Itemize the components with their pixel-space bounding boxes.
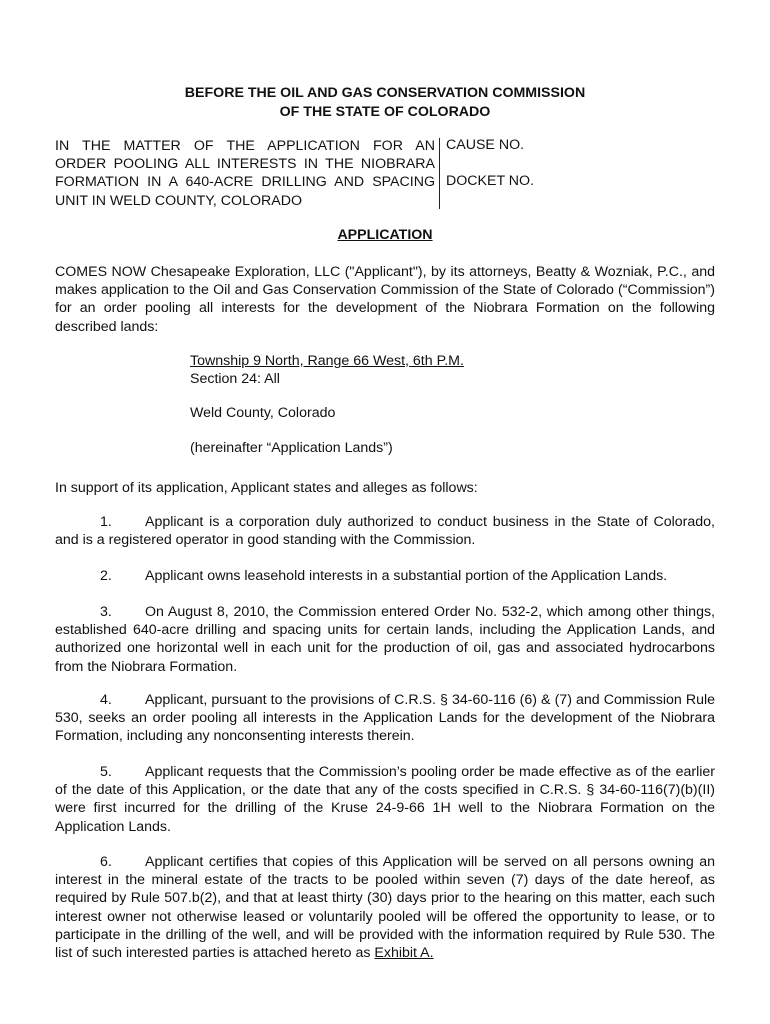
paragraph-text: Applicant certifies that copies of this Application will be served on all persons owning an interest in the mineral estate of the tracts to be pooled within seven (7) days of the date hereof, as required by Rule 507.b(2), and that at least thirty (30) days prior to the hearing on this matter, each such interest owner not otherwise leased or voluntarily pooled will be offered the opportunity to lease, or to participate in the drilling of the well, and will be provided with the information required by Rule 530. The list of such interested parties is attached hereto as	[55, 854, 715, 962]
document-title	[0, 227, 770, 243]
matter-line: UNIT IN WELD COUNTY, COLORADO	[55, 192, 302, 209]
docket-number-label: DOCKET NO.	[446, 173, 535, 189]
exhibit-a-reference: Exhibit A.	[374, 945, 434, 962]
matter-line: FORMATION IN A 640-ACRE DRILLING AND SPACING	[55, 174, 435, 191]
caption-divider	[439, 138, 440, 209]
county-line: Weld County, Colorado	[190, 405, 336, 421]
numbered-paragraph-4	[55, 691, 715, 746]
support-statement: In support of its application, Applicant states and alleges as follows:	[55, 480, 478, 496]
hereinafter-line: (hereinafter “Application Lands”)	[190, 440, 393, 456]
paragraph-text: Applicant is a corporation duly authorized to conduct business in the State of Colorado, and is a registered operator in good standing with the Commission.	[55, 514, 715, 549]
paragraph-text: Applicant owns leasehold interests in a substantial portion of the Application Lands.	[145, 568, 668, 584]
cause-number-label: CAUSE NO.	[446, 137, 525, 153]
matter-line: IN THE MATTER OF THE APPLICATION FOR AN	[55, 138, 435, 154]
section-line: Section 24: All	[190, 371, 280, 387]
paragraph-number: 3.	[100, 604, 112, 620]
state-heading: OF THE STATE OF COLORADO	[279, 104, 491, 120]
commission-heading: BEFORE THE OIL AND GAS CONSERVATION COMMISSION	[184, 85, 586, 101]
township-line	[190, 353, 464, 369]
paragraph-number: 6.	[100, 854, 112, 870]
paragraph-number: 2.	[100, 568, 112, 584]
paragraph-number: 5.	[100, 764, 112, 780]
matter-line: ORDER POOLING ALL INTERESTS IN THE NIOBRARA	[55, 156, 435, 173]
numbered-paragraph-5	[55, 763, 715, 836]
paragraph-number: 4.	[100, 692, 112, 708]
matter-caption	[55, 137, 435, 210]
paragraph-number: 1.	[100, 514, 112, 530]
intro-paragraph: COMES NOW Chesapeake Exploration, LLC ("Applicant"), by its attorneys, Beatty & Wozniak, P.C., and makes application to the Oil and Gas Conservation Commission of the State of Colorado (“Commission”) for an order pooling all interests for the development of the Niobrara Formation on the following described lands:	[55, 264, 715, 335]
numbered-paragraph-2	[55, 567, 715, 585]
document-title-text: APPLICATION	[337, 227, 433, 243]
paragraph-text: Applicant requests that the Commission’s pooling order be made effective as of the earlier of the date of this Application, or the date that any of the costs specified in C.R.S. § 34-60-116(7)(b)(II) were first incurred for the drilling of the Kruse 24-9-66 1H well to the Niobrara Formation on the Application Lands.	[55, 764, 715, 835]
numbered-paragraph-3	[55, 603, 715, 676]
township-text: Township 9 North, Range 66 West, 6th P.M.	[190, 353, 464, 369]
paragraph-text: On August 8, 2010, the Commission entered Order No. 532-2, which among other things, established 640-acre drilling and spacing units for certain lands, including the Application Lands, and authorized one horizontal well in each unit for the production of oil, gas and associated hydrocarbons from the Niobrara Formation.	[55, 604, 715, 675]
numbered-paragraph-6	[55, 853, 715, 962]
numbered-paragraph-1	[55, 513, 715, 549]
paragraph-text: Applicant, pursuant to the provisions of C.R.S. § 34-60-116 (6) & (7) and Commission Rule 530, seeks an order pooling all interests in the Application Lands for the development of the Niobrara Formation, including any nonconsenting interests therein.	[55, 692, 715, 745]
